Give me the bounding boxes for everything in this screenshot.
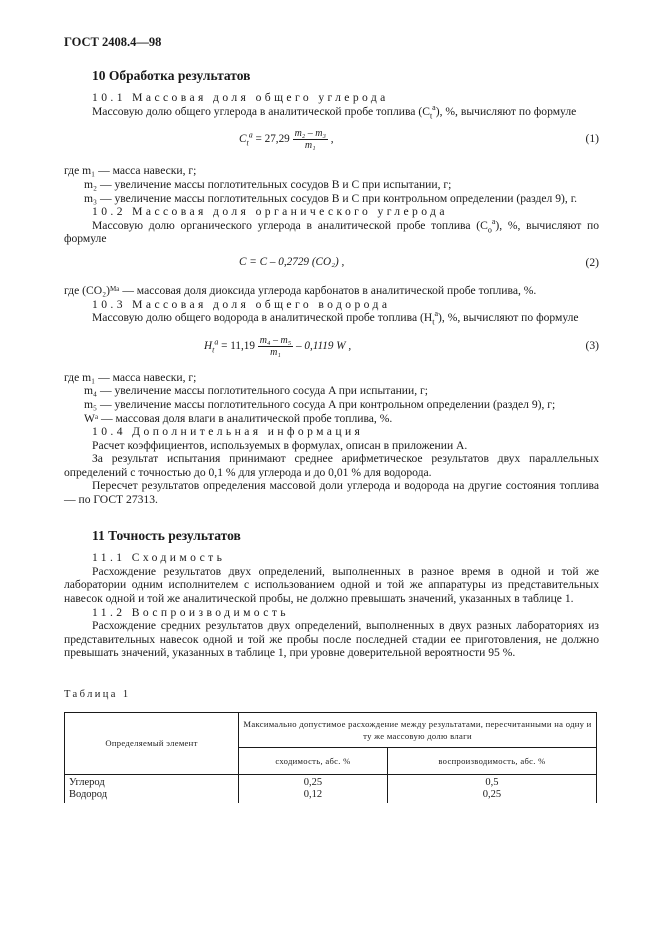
table-header-convergence: сходимость, абс. % — [239, 747, 388, 774]
formula-1-number: (1) — [585, 132, 599, 146]
formula-3-number: (3) — [585, 338, 599, 352]
formula-1-fraction: $\frac{\text{m₂ – m₃}}{\text{m₁}}$ — [294, 128, 326, 152]
formula-2-expression: C = C – 0,2729 (CO₂) , — [239, 255, 345, 268]
table-cell-convergence: 0,25 0,12 — [239, 774, 388, 803]
where-1-a: где m₁ — масса навески, г; — [64, 164, 197, 178]
clause-11-2-title: 11.2 Воспроизводимость — [92, 605, 289, 619]
formula-2-number: (2) — [585, 255, 599, 269]
clause-11-2-text: Расхождение средних результатов двух определений, выполненных в двух разных лабораториях из представительных навесок одной и той же пробы после последней стадии ее приготовления, не должно превышать значений, указанных в таблице 1, при уровне доверительной вероятности 95 %. — [64, 619, 599, 660]
table-header-element: Определяемый элемент — [65, 712, 239, 774]
accuracy-table — [64, 712, 597, 803]
where-1-c: m₃ — увеличение массы поглотительных сосудов B и C при контрольном определении (раздел 9), г. — [84, 191, 578, 205]
clause-11-1-text: Расхождение результатов двух определений, выполненных в разное время в одной и той же лаборатории одним исполнителем с использованием одной и той же аппаратуры из представительных навесок одной и той же аналитической пробы, не должно превышать значений, указанных в таблице 1. — [64, 564, 599, 606]
table-header-group: Максимально допустимое расхождение между результатами, пересчитанными на одну и ту же массовую долю влаги — [239, 712, 597, 747]
formula-1 — [64, 126, 599, 156]
clause-10-4-text-2: За результат испытания принимают среднее арифметическое результатов двух параллельных определений с точностью до 0,1 % для углерода и до 0,01 % для водорода. — [64, 452, 599, 479]
where-3-b: m₄ — увеличение массы поглотительного сосуда A при испытании, г; — [84, 384, 428, 398]
formula-3 — [64, 333, 599, 363]
clause-10-3-text: Массовую долю общего водорода в аналитической пробе топлива $(H_t^a)$, %, вычисляют по формуле — [92, 309, 579, 327]
clause-10-1-text: Массовую долю общего углерода в аналитической пробе топлива $(C_t^a)$, %, вычисляют по формуле — [92, 102, 577, 121]
document-header: ГОСТ 2408.4—98 — [64, 35, 162, 49]
clause-10-2-title: 10.2 Массовая доля органического углерода — [92, 205, 448, 219]
clause-10-2-text: Массовую долю органического углерода в аналитической пробе топлива $(C_o^a)$, %, вычисляют по формуле — [64, 216, 599, 246]
where-3-d: Wᵃ — массовая доля влаги в аналитической пробе топлива, %. — [84, 411, 393, 425]
formula-2 — [64, 254, 599, 276]
where-3-a: где m₁ — масса навески, г; — [64, 370, 197, 384]
section-10-title: 10 Обработка результатов — [92, 67, 251, 83]
clause-11-1-title: 11.1 Сходимость — [92, 551, 226, 565]
clause-10-4-text: Расчет коэффициентов, используемых в формулах, описан в приложении А. — [92, 438, 468, 452]
clause-10-3-title: 10.3 Массовая доля общего водорода — [92, 297, 391, 311]
clause-10-4-title: 10.4 Дополнительная информация — [92, 425, 364, 439]
clause-10-1-title: 10.1 Массовая доля общего углерода — [92, 91, 389, 105]
where-2: где (CO₂)ᴹᵃ — массовая доля диоксида углерода карбонатов в аналитической пробе топлива, %. — [64, 283, 537, 297]
formula-3-fraction: $\frac{\text{m₄ – m₅}}{\text{m₁}}$ — [259, 334, 292, 358]
formula-1-expression: $C_t^a = 27,29$ $\frac{\text{m₂ – m₃}}{\text{m₁}}$ , — [239, 128, 334, 152]
clause-10-4-text-3: Пересчет результатов определения массовой доли углерода и водорода на другие состояния топлива — по ГОСТ 27313. — [64, 479, 599, 507]
table-cell-element: Углерод Водород — [65, 774, 239, 803]
section-11-title: 11 Точность результатов — [92, 527, 241, 543]
table-cell-reproducibility: 0,5 0,25 — [387, 774, 596, 803]
where-1-b: m₂ — увеличение массы поглотительных сосудов B и C при испытании, г; — [84, 177, 452, 191]
table-caption: Таблица 1 — [64, 689, 131, 700]
document-page — [64, 36, 599, 803]
where-3-c: m₅ — увеличение массы поглотительного сосуда A при контрольном определении (раздел 9), г; — [84, 397, 556, 411]
formula-3-expression: $H_t^a = 11,19$ $\frac{\text{m₄ – m₅}}{\text{m₁}}$ – 0,1119 W , — [204, 334, 352, 358]
table-header-reproducibility: воспроизводимость, абс. % — [387, 747, 596, 774]
